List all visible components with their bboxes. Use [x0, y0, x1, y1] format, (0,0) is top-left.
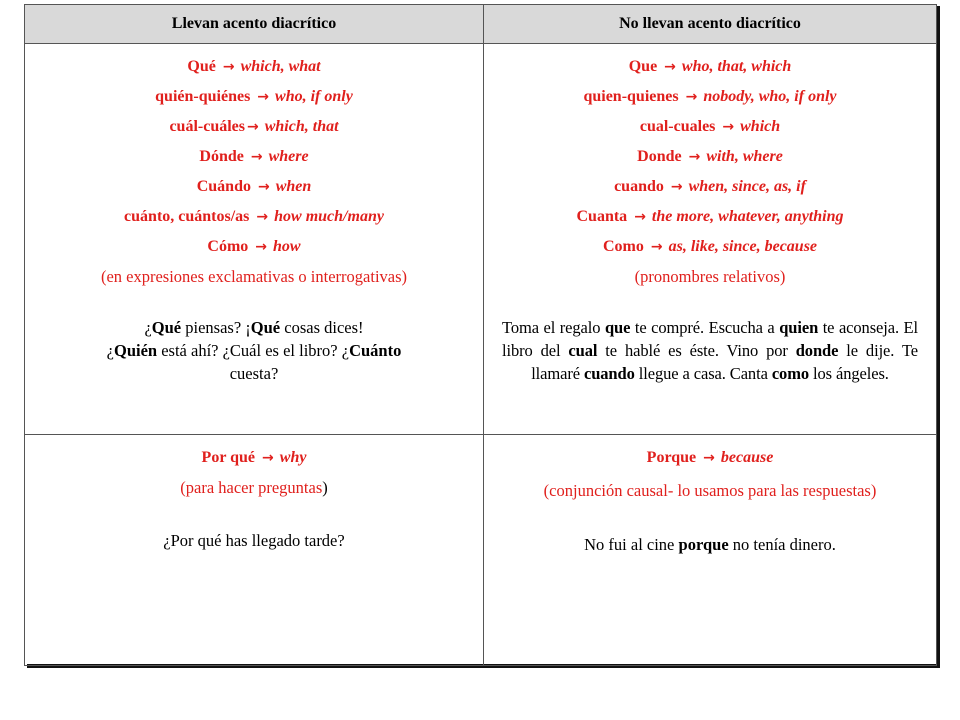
arrow-right-icon: →	[247, 119, 259, 135]
arrow-right-icon: →	[257, 179, 270, 195]
usage-note: (para hacer preguntas)	[180, 478, 328, 497]
list-item: Cómo → how	[39, 232, 469, 262]
cell-unaccented-pronouns	[484, 44, 937, 435]
header-with-accent: Llevan acento diacrítico	[25, 5, 484, 44]
diacritic-accent-table	[24, 4, 937, 666]
list-item: cuando → when, since, as, if	[498, 172, 922, 202]
list-item: Que → who, that, which	[498, 52, 922, 82]
list-item: quien-quienes → nobody, who, if only	[498, 82, 922, 112]
example-sentence: No fui al cine porque no tenía dinero.	[584, 535, 836, 554]
list-item: Porque → because	[498, 443, 922, 473]
example-sentence: ¿Por qué has llegado tarde?	[163, 531, 345, 550]
example-sentences: ¿Qué piensas? ¡Qué cosas dices! ¿Quién está ahí? ¿Cuál es el libro? ¿Cuánto cuesta?	[106, 318, 402, 383]
arrow-right-icon: →	[634, 209, 646, 225]
list-item: Cuándo → when	[39, 172, 469, 202]
table-row	[25, 44, 937, 435]
cell-porque	[484, 435, 937, 666]
list-item: Donde → with, where	[498, 142, 922, 172]
arrow-right-icon: →	[722, 119, 735, 135]
header-without-accent: No llevan acento diacrítico	[484, 5, 937, 44]
header-row	[25, 5, 937, 44]
arrow-right-icon: →	[255, 239, 268, 255]
list-item: cuánto, cuántos/as → how much/many	[39, 202, 469, 232]
arrow-right-icon: →	[250, 149, 263, 165]
arrow-right-icon: →	[703, 450, 715, 466]
table-row	[25, 435, 937, 666]
usage-note: (pronombres relativos)	[634, 267, 786, 286]
list-item: Dónde → where	[39, 142, 469, 172]
arrow-right-icon: →	[685, 89, 698, 105]
arrow-right-icon: →	[256, 209, 269, 225]
usage-note: (en expresiones exclamativas o interrogativas)	[100, 267, 408, 286]
cell-por-que	[25, 435, 484, 666]
list-item: cuál-cuáles → which, that	[39, 112, 469, 142]
list-item: quién-quiénes → who, if only	[39, 82, 469, 112]
cell-accented-pronouns	[25, 44, 484, 435]
list-item: Por qué → why	[39, 443, 469, 473]
usage-note: (conjunción causal- lo usamos para las respuestas)	[543, 481, 877, 500]
arrow-right-icon: →	[257, 89, 270, 105]
list-item: Como → as, like, since, because	[498, 232, 922, 262]
arrow-right-icon: →	[262, 450, 274, 466]
list-item: Qué → which, what	[39, 52, 469, 82]
arrow-right-icon: →	[670, 179, 683, 195]
arrow-right-icon: →	[650, 239, 663, 255]
example-paragraph: Toma el regalo que te compré. Escucha a quien te aconseja. El libro del cual te hablé es éste. Vino por donde le dije. Te llamaré cuando llegue a casa. Canta como los ángeles.	[502, 318, 918, 383]
list-item: Cuanta → the more, whatever, anything	[498, 202, 922, 232]
arrow-right-icon: →	[222, 59, 235, 75]
arrow-right-icon: →	[664, 59, 676, 75]
arrow-right-icon: →	[688, 149, 701, 165]
list-item: cual-cuales → which	[498, 112, 922, 142]
